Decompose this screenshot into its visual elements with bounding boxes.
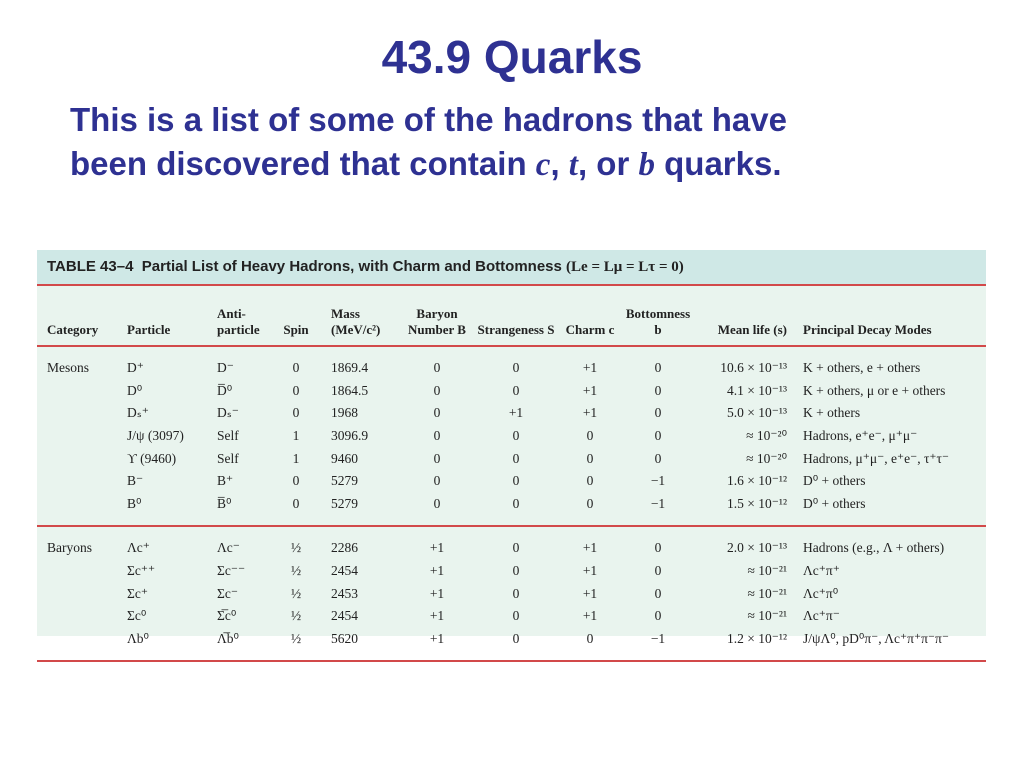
row-mass: 1968 (331, 405, 358, 421)
row-baryon-number: 0 (433, 382, 441, 398)
row-charm: +1 (582, 360, 598, 376)
row-baryon-number: +1 (429, 608, 445, 624)
row-strangeness: 0 (512, 563, 520, 579)
row-spin: 0 (292, 382, 300, 398)
spacer-cell (37, 650, 986, 661)
subtitle-separator: , (550, 145, 569, 182)
row-baryon-number: +1 (429, 563, 445, 579)
header-mean-life: Mean life (s) (717, 322, 787, 337)
row-category (37, 560, 123, 583)
row-antiparticle: B⁺ (217, 473, 234, 489)
spacer-cell (37, 515, 986, 526)
hadron-data-table (37, 286, 986, 662)
table-row (37, 537, 986, 560)
slide-title: 43.9 Quarks (381, 31, 643, 83)
header-particle: Particle (127, 322, 171, 337)
table-row (37, 402, 986, 425)
row-charm: 0 (586, 428, 594, 444)
row-category: Baryons (47, 540, 92, 556)
row-particle: B⁻ (127, 473, 144, 489)
row-antiparticle: B̅⁰ (217, 495, 232, 511)
row-decay-modes: Λc⁺π⁻ (803, 608, 840, 624)
table-row (37, 605, 986, 628)
row-category (37, 493, 123, 516)
row-particle: Σc⁺⁺ (127, 563, 156, 579)
row-charm: 0 (586, 630, 594, 646)
row-bottomness: 0 (654, 540, 662, 556)
row-mass: 2454 (331, 563, 358, 579)
row-strangeness: 0 (512, 630, 520, 646)
row-decay-modes: Hadrons (e.g., Λ + others) (803, 540, 945, 556)
row-mass: 2286 (331, 540, 358, 556)
row-mass: 5620 (331, 630, 358, 646)
row-antiparticle: Σ̅c⁰ (217, 608, 237, 624)
row-particle: B⁰ (127, 495, 142, 511)
row-mass: 3096.9 (331, 428, 369, 444)
row-mass: 1869.4 (331, 360, 369, 376)
row-bottomness: 0 (654, 608, 662, 624)
row-category: Mesons (47, 360, 90, 376)
row-mean-life: ≈ 10⁻²¹ (747, 608, 787, 624)
table-header-row (37, 286, 986, 346)
row-bottomness: 0 (654, 428, 662, 444)
table-condition: (Le = Lμ = Lτ = 0) (566, 259, 684, 275)
row-decay-modes: J/ψΛ⁰, pD⁰π⁻, Λc⁺π⁺π⁻π⁻ (803, 630, 949, 646)
quark-b: b (638, 147, 655, 183)
row-charm: 0 (586, 473, 594, 489)
header-strangeness: Strangeness S (477, 322, 555, 337)
row-mean-life: 1.5 × 10⁻¹² (727, 495, 787, 511)
row-bottomness: 0 (654, 382, 662, 398)
row-mean-life: ≈ 10⁻²⁰ (746, 428, 787, 444)
row-mass: 1864.5 (331, 382, 369, 398)
quark-c: c (535, 147, 551, 183)
table-row (37, 470, 986, 493)
table-caption-text: Partial List of Heavy Hadrons, with Charm and Bottomness (141, 258, 562, 275)
row-strangeness: 0 (512, 360, 520, 376)
row-category (37, 447, 123, 470)
spacer-cell (37, 526, 986, 537)
row-mean-life: 10.6 × 10⁻¹³ (720, 360, 787, 376)
row-bottomness: 0 (654, 563, 662, 579)
row-spin: ½ (290, 585, 302, 601)
row-charm: 0 (586, 495, 594, 511)
row-category (37, 582, 123, 605)
row-category (37, 470, 123, 493)
row-category (37, 425, 123, 448)
row-antiparticle: Λc⁻ (217, 540, 240, 556)
table-row (37, 357, 986, 380)
row-charm: +1 (582, 563, 598, 579)
row-bottomness: 0 (654, 405, 662, 421)
row-decay-modes: Λc⁺π⁺ (803, 563, 840, 579)
subtitle-text: been discovered that contain (70, 145, 536, 182)
row-particle: Σc⁰ (127, 608, 147, 624)
row-charm: +1 (582, 382, 598, 398)
row-antiparticle: D⁻ (217, 360, 234, 376)
row-mean-life: 2.0 × 10⁻¹³ (727, 540, 787, 556)
subtitle-line-1: This is a list of some of the hadrons that have (70, 101, 787, 138)
row-spin: 0 (292, 405, 300, 421)
quark-t: t (568, 147, 578, 183)
row-category (37, 628, 123, 651)
row-mean-life: ≈ 10⁻²¹ (747, 585, 787, 601)
row-category (37, 380, 123, 403)
row-antiparticle: Self (217, 450, 239, 466)
row-strangeness: +1 (508, 405, 524, 421)
baryons-group (37, 526, 986, 661)
group-spacer (37, 526, 986, 537)
row-particle: Σc⁺ (127, 585, 148, 601)
row-spin: ½ (290, 608, 302, 624)
mesons-group (37, 346, 986, 526)
row-mean-life: ≈ 10⁻²¹ (747, 563, 787, 579)
row-mass: 2454 (331, 608, 358, 624)
row-decay-modes: Λc⁺π⁰ (803, 585, 839, 601)
spacer-cell (37, 346, 986, 357)
row-mean-life: ≈ 10⁻²⁰ (746, 450, 787, 466)
row-particle: D⁺ (127, 360, 144, 376)
row-particle: J/ψ (3097) (127, 428, 184, 444)
row-spin: 1 (292, 450, 300, 466)
row-mass: 9460 (331, 450, 358, 466)
row-decay-modes: Hadrons, μ⁺μ⁻, e⁺e⁻, τ⁺τ⁻ (803, 450, 950, 466)
row-baryon-number: 0 (433, 405, 441, 421)
row-decay-modes: K + others, e + others (803, 360, 921, 376)
row-spin: ½ (290, 630, 302, 646)
row-particle: Dₛ⁺ (127, 405, 149, 421)
row-charm: 0 (586, 450, 594, 466)
row-bottomness: 0 (654, 450, 662, 466)
row-antiparticle: Λ̅b⁰ (217, 630, 239, 646)
row-spin: 0 (292, 360, 300, 376)
row-decay-modes: K + others, μ or e + others (803, 382, 946, 398)
row-particle: Λb⁰ (127, 630, 149, 646)
row-antiparticle: D̅⁰ (217, 382, 233, 398)
row-mean-life: 1.6 × 10⁻¹² (727, 473, 787, 489)
row-decay-modes: Hadrons, e⁺e⁻, μ⁺μ⁻ (803, 428, 918, 444)
row-mean-life: 1.2 × 10⁻¹² (727, 630, 787, 646)
table-row (37, 493, 986, 516)
row-strangeness: 0 (512, 428, 520, 444)
table-row (37, 447, 986, 470)
row-charm: +1 (582, 405, 598, 421)
row-antiparticle: Self (217, 428, 239, 444)
table-row (37, 582, 986, 605)
row-mass: 5279 (331, 495, 358, 511)
row-strangeness: 0 (512, 495, 520, 511)
row-mean-life: 5.0 × 10⁻¹³ (727, 405, 787, 421)
group-spacer (37, 346, 986, 357)
row-baryon-number: 0 (433, 495, 441, 511)
row-particle: ϒ (9460) (127, 450, 177, 466)
row-strangeness: 0 (512, 382, 520, 398)
header-bottomness: Bottomness b (625, 306, 691, 337)
row-baryon-number: 0 (433, 428, 441, 444)
row-strangeness: 0 (512, 585, 520, 601)
subtitle-line-2 (70, 142, 970, 187)
row-spin: ½ (290, 563, 302, 579)
row-antiparticle: Σc⁻⁻ (217, 563, 246, 579)
row-particle: Λc⁺ (127, 540, 150, 556)
row-spin: 0 (292, 495, 300, 511)
row-strangeness: 0 (512, 540, 520, 556)
row-category (37, 605, 123, 628)
row-category (37, 402, 123, 425)
row-decay-modes: D⁰ + others (803, 495, 866, 511)
row-spin: 1 (292, 428, 300, 444)
header-decay-modes: Principal Decay Modes (803, 322, 932, 337)
row-mean-life: 4.1 × 10⁻¹³ (727, 382, 787, 398)
subtitle-text: quarks. (654, 145, 782, 182)
row-strangeness: 0 (512, 450, 520, 466)
row-baryon-number: +1 (429, 585, 445, 601)
row-baryon-number: 0 (433, 360, 441, 376)
row-decay-modes: K + others (803, 405, 861, 421)
row-spin: ½ (290, 540, 302, 556)
header-spin: Spin (283, 322, 309, 337)
row-bottomness: −1 (650, 473, 666, 489)
row-strangeness: 0 (512, 473, 520, 489)
header-charm: Charm c (565, 322, 615, 337)
subtitle-separator: , or (577, 145, 639, 182)
header-baryon-number: Baryon Number B (408, 306, 466, 337)
row-baryon-number: 0 (433, 450, 441, 466)
row-mass: 2453 (331, 585, 358, 601)
group-spacer (37, 650, 986, 661)
header-antiparticle: Anti-particle (217, 306, 260, 337)
table-label: TABLE 43–4 (47, 258, 134, 275)
row-strangeness: 0 (512, 608, 520, 624)
row-bottomness: 0 (654, 585, 662, 601)
row-bottomness: −1 (650, 495, 666, 511)
table-row (37, 380, 986, 403)
row-mass: 5279 (331, 473, 358, 489)
row-bottomness: 0 (654, 360, 662, 376)
slide-subtitle (70, 98, 970, 187)
header-category: Category (47, 322, 99, 337)
hadron-table (37, 250, 986, 646)
row-antiparticle: Dₛ⁻ (217, 405, 239, 421)
row-particle: D⁰ (127, 382, 143, 398)
table-caption (37, 250, 986, 286)
row-baryon-number: 0 (433, 473, 441, 489)
row-charm: +1 (582, 585, 598, 601)
table-row (37, 425, 986, 448)
row-baryon-number: +1 (429, 630, 445, 646)
group-spacer (37, 515, 986, 526)
row-bottomness: −1 (650, 630, 666, 646)
table-row (37, 560, 986, 583)
row-antiparticle: Σc⁻ (217, 585, 238, 601)
row-charm: +1 (582, 540, 598, 556)
row-decay-modes: D⁰ + others (803, 473, 866, 489)
table-row (37, 628, 986, 651)
row-spin: 0 (292, 473, 300, 489)
row-charm: +1 (582, 608, 598, 624)
row-baryon-number: +1 (429, 540, 445, 556)
header-mass: Mass (MeV/c²) (331, 306, 381, 337)
